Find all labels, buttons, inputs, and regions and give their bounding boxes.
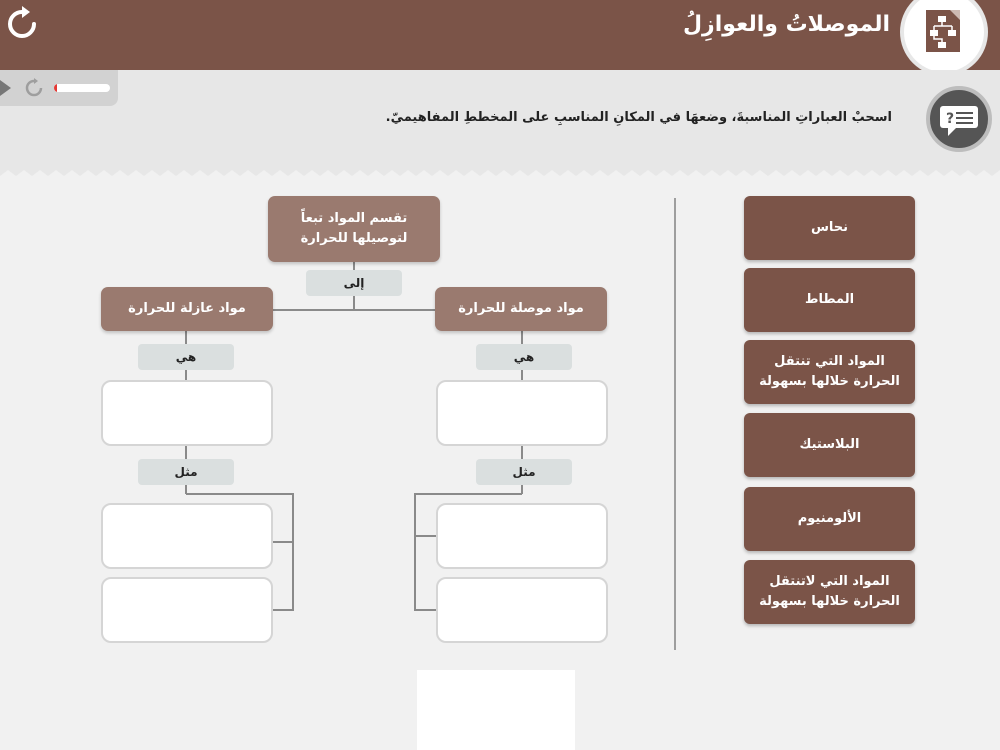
- progress-fill: [54, 84, 57, 92]
- drop-zone-insulator-definition[interactable]: [101, 380, 273, 446]
- drag-item-conductors-definition[interactable]: المواد التي تنتقل الحرارة خلالها بسهولة: [744, 340, 915, 404]
- conductors-node: مواد موصلة للحرارة: [435, 287, 607, 331]
- drop-zone-insulator-example-2[interactable]: [101, 577, 273, 643]
- link-label-is-left: هي: [138, 344, 234, 370]
- drag-item-plastic[interactable]: البلاستيك: [744, 413, 915, 477]
- insulators-node: مواد عازلة للحرارة: [101, 287, 273, 331]
- instruction-text: اسحبْ العباراتِ المناسبةَ، وضعهَا في المكانِ المناسبِ على المخططِ المفاهيميّ.: [385, 110, 892, 125]
- bottom-panel: [417, 670, 575, 750]
- link-label-example-left: مثل: [138, 459, 234, 485]
- page-title: الموصلاتُ والعوازِلُ: [682, 12, 890, 37]
- drop-zone-conductor-example-1[interactable]: [436, 503, 608, 569]
- speech-bubble-icon: [930, 90, 988, 148]
- svg-text:?: ?: [946, 111, 955, 127]
- drag-item-aluminium[interactable]: الألومنيوم: [744, 487, 915, 551]
- refresh-icon[interactable]: [24, 78, 44, 98]
- media-player: [0, 70, 118, 106]
- root-node: تقسم المواد تبعاً لتوصيلها للحرارة: [268, 196, 440, 262]
- link-label-example-right: مثل: [476, 459, 572, 485]
- concept-map-icon: [904, 0, 984, 72]
- concept-map-logo: [900, 0, 988, 76]
- drag-item-insulators-definition[interactable]: المواد التي لاتنتقل الحرارة خلالها بسهولة: [744, 560, 915, 624]
- drop-zone-insulator-example-1[interactable]: [101, 503, 273, 569]
- link-label-is-right: هي: [476, 344, 572, 370]
- header-bar: [0, 0, 1000, 70]
- link-label-into: إلى: [306, 270, 402, 296]
- instruction-icon: [926, 86, 992, 152]
- drop-zone-conductor-definition[interactable]: [436, 380, 608, 446]
- play-icon[interactable]: [0, 80, 11, 96]
- progress-bar[interactable]: [54, 84, 110, 92]
- zigzag-divider: [0, 168, 1000, 184]
- drag-item-rubber[interactable]: المطاط: [744, 268, 915, 332]
- drag-item-copper[interactable]: نحاس: [744, 196, 915, 260]
- vertical-divider: [674, 198, 676, 650]
- reload-icon[interactable]: [4, 6, 40, 42]
- drop-zone-conductor-example-2[interactable]: [436, 577, 608, 643]
